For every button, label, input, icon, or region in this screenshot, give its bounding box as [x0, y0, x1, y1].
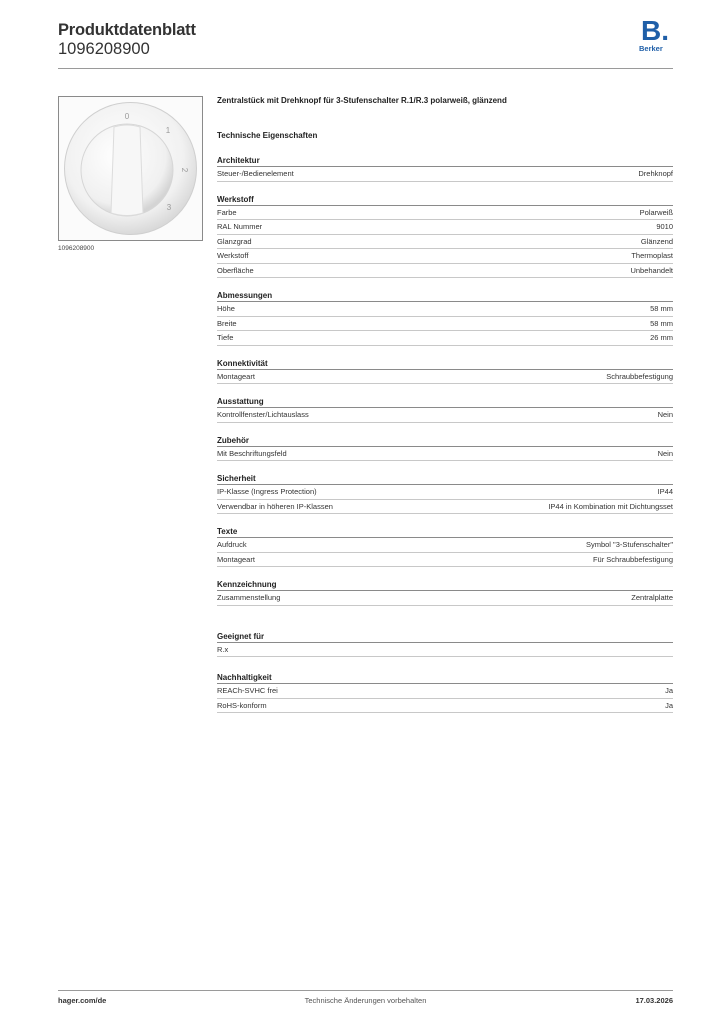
property-value: Für Schraubbefestigung	[592, 554, 673, 564]
rotary-knob-illustration	[59, 97, 202, 240]
property-name: Breite	[217, 318, 237, 328]
property-row	[217, 235, 673, 250]
property-name: Höhe	[217, 304, 235, 313]
document-title: Produktdatenblatt	[58, 21, 196, 39]
property-row	[217, 485, 673, 500]
section-title: Abmessungen	[217, 290, 673, 302]
section-title: Nachhaltigkeit	[217, 672, 673, 684]
property-row	[217, 331, 673, 346]
section-5	[217, 435, 673, 462]
property-value: Ja	[665, 686, 673, 695]
property-value: Nein	[657, 410, 673, 419]
property-value: 58 mm	[650, 304, 673, 313]
property-value: 9010	[656, 222, 673, 231]
property-name: Werkstoff	[217, 251, 249, 260]
property-value: Nein	[657, 448, 673, 458]
property-name: Farbe	[217, 207, 237, 217]
product-number: 1096208900	[58, 40, 150, 58]
footer-website: hager.com/de	[58, 996, 107, 1005]
property-value: Glänzend	[640, 236, 673, 246]
section-title: Sicherheit	[217, 473, 673, 485]
property-name: RAL Nummer	[217, 222, 263, 231]
property-value: Thermoplast	[631, 251, 673, 260]
property-name: Montageart	[217, 371, 255, 381]
property-name: Kontrollfenster/Lichtauslass	[217, 410, 309, 419]
property-row	[217, 500, 673, 515]
property-name: Mit Beschriftungsfeld	[217, 448, 287, 458]
property-value: 26 mm	[650, 333, 673, 342]
property-name: Zusammenstellung	[217, 593, 281, 602]
logo-mark: B.	[641, 15, 669, 46]
dial-label-1: 1	[165, 126, 171, 135]
property-name: Oberfläche	[217, 265, 254, 275]
section-title: Kennzeichnung	[217, 579, 673, 591]
property-row	[217, 249, 673, 264]
property-name: Tiefe	[217, 333, 234, 342]
property-row	[217, 220, 673, 235]
product-content	[217, 95, 673, 713]
property-row	[217, 699, 673, 714]
section-title: Architektur	[217, 155, 673, 167]
section-title: Werkstoff	[217, 194, 673, 206]
property-value: Unbehandelt	[630, 265, 673, 275]
property-row	[217, 264, 673, 279]
technical-properties-heading: Technische Eigenschaften	[217, 131, 318, 140]
property-value: IP44 in Kombination mit Dichtungsset	[548, 501, 673, 511]
property-value: Polarweiß	[639, 207, 673, 217]
dial-label-0: 0	[124, 112, 130, 121]
property-value: Schraubbefestigung	[606, 371, 673, 381]
section-2	[217, 290, 673, 346]
section-4	[217, 396, 673, 423]
property-row	[217, 591, 673, 606]
logo-text: Berker	[639, 44, 663, 53]
property-row	[217, 206, 673, 221]
property-value: Drehknopf	[638, 169, 673, 178]
image-caption: 1096208900	[58, 245, 95, 252]
property-row	[217, 684, 673, 699]
section-title: Geeignet für	[217, 631, 673, 643]
document-header	[58, 15, 673, 68]
header-divider	[58, 68, 673, 69]
section-3	[217, 358, 673, 385]
section-8	[217, 579, 673, 606]
footer-divider	[58, 990, 673, 991]
property-row	[217, 302, 673, 317]
property-value: Ja	[665, 700, 673, 710]
property-name: R.x	[217, 644, 229, 654]
property-row	[217, 317, 673, 332]
property-name: RoHS-konform	[217, 700, 267, 710]
property-name: Steuer-/Bedienelement	[217, 169, 294, 178]
dial-label-3: 3	[166, 203, 172, 212]
product-image	[58, 96, 203, 241]
property-name: Glanzgrad	[217, 236, 252, 246]
section-title: Texte	[217, 526, 673, 538]
property-value: Zentralplatte	[631, 593, 673, 602]
property-name: Aufdruck	[217, 540, 247, 549]
section-0	[217, 155, 673, 182]
property-row	[217, 553, 673, 568]
property-value: Symbol "3-Stufenschalter"	[585, 540, 673, 549]
document-footer	[58, 996, 673, 1008]
section-6	[217, 473, 673, 514]
product-description: Zentralstück mit Drehknopf für 3-Stufenschalter R.1/R.3 polarweiß, glänzend	[217, 96, 507, 105]
property-sections	[217, 155, 673, 713]
property-row	[217, 538, 673, 553]
dial-label-2: 2	[180, 167, 189, 173]
property-row	[217, 167, 673, 182]
section-10	[217, 672, 673, 713]
section-title: Ausstattung	[217, 396, 673, 408]
property-row	[217, 408, 673, 423]
property-name: Verwendbar in höheren IP-Klassen	[217, 501, 333, 511]
berker-logo	[639, 16, 673, 54]
property-row	[217, 643, 673, 658]
property-row	[217, 370, 673, 385]
section-9	[217, 631, 673, 658]
property-name: REACh-SVHC frei	[217, 686, 278, 695]
section-title: Zubehör	[217, 435, 673, 447]
property-row	[217, 447, 673, 462]
footer-disclaimer: Technische Änderungen vorbehalten	[304, 996, 427, 1005]
property-value: IP44	[657, 487, 673, 496]
property-value: 58 mm	[650, 318, 673, 328]
property-name: IP-Klasse (Ingress Protection)	[217, 487, 317, 496]
section-title: Konnektivität	[217, 358, 673, 370]
footer-date: 17.03.2026	[635, 996, 673, 1005]
property-name: Montageart	[217, 554, 255, 564]
section-1	[217, 194, 673, 279]
section-7	[217, 526, 673, 567]
